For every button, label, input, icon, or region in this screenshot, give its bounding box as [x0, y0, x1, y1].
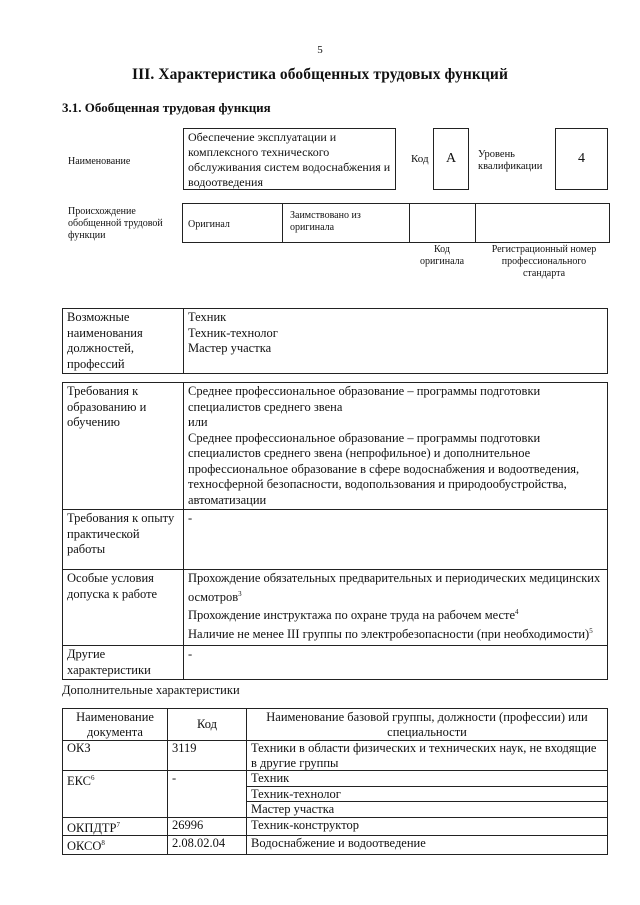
table-row — [63, 817, 608, 836]
subsection-heading: 3.1. Обобщенная трудовая функция — [62, 100, 271, 115]
level-value: 4 — [555, 128, 608, 190]
group-name: Техник — [247, 771, 608, 787]
footnote-ref: 5 — [589, 626, 593, 635]
gtf-name-box — [183, 128, 396, 190]
table-row — [63, 836, 608, 855]
req-label: Другие характеристики — [63, 646, 184, 680]
footnote-ref: 4 — [515, 608, 519, 617]
req-line: - — [184, 510, 608, 570]
doc-code: 2.08.02.04 — [168, 836, 247, 855]
req-label: Требования к образованию и обучению — [63, 383, 184, 510]
requirements-table — [62, 382, 608, 680]
doc-name: ЕКС — [67, 774, 91, 789]
divider — [282, 203, 283, 243]
origin-label: Происхождение обобщенной трудовой функции — [68, 206, 163, 241]
position-item: Техник-технолог — [188, 325, 278, 340]
additional-title: Дополнительные характеристики — [62, 683, 240, 697]
name-label: Наименование — [68, 156, 131, 167]
group-name: Водоснабжение и водоотведение — [247, 836, 608, 855]
group-name: Мастер участка — [247, 802, 608, 818]
section-heading: III. Характеристика обобщенных трудовых функций — [132, 66, 508, 83]
req-special — [184, 570, 608, 646]
req-line: - — [184, 646, 608, 680]
position-item: Мастер участка — [188, 341, 272, 355]
group-name: Техник-конструктор — [247, 817, 608, 836]
doc-code: 26996 — [168, 817, 247, 836]
origin-original: Оригинал — [188, 219, 230, 230]
req-label: Требования к опыту практической работы — [63, 510, 184, 570]
additional-table — [62, 708, 608, 855]
header-code: Код — [168, 709, 247, 741]
positions-label: Возможные наименования должностей, профессий — [63, 309, 184, 374]
req-line: Среднее профессиональное образование – программы подготовки специалистов среднего звена (непрофильное) и дополнительное профессиональное образование в сфере водоснабжения и водоотведения, техносферной безопасности, водопользования и природообустройства, автоматизации — [188, 430, 580, 507]
code-value: А — [433, 128, 469, 190]
req-line: Среднее профессиональное образование – программы подготовки специалистов среднего звена — [188, 384, 541, 414]
doc-name: ОКПДТР — [67, 820, 117, 835]
level-label: Уровень квалификации — [478, 149, 543, 172]
divider — [409, 203, 410, 243]
req-line: Прохождение обязательных предварительных и периодических медицинских осмотров — [188, 571, 601, 604]
req-line: Наличие не менее III группы по электробезопасности (при необходимости) — [188, 626, 590, 641]
group-name: Техники в области физических и технических наук, не входящие в другие группы — [247, 741, 608, 771]
doc-code: 3119 — [168, 741, 247, 771]
req-line: Прохождение инструктажа по охране труда на рабочем месте — [188, 608, 516, 623]
req-label: Особые условия допуска к работе — [63, 570, 184, 646]
doc-code: - — [168, 771, 247, 818]
origin-borrowed: Заимствовано из оригинала — [290, 210, 361, 233]
positions-table — [62, 308, 608, 374]
footnote-ref: 3 — [238, 589, 242, 598]
page-number: 5 — [317, 44, 323, 56]
gtf-name-value: Обеспечение эксплуатации и комплексного технического обслуживания систем водоснабжения и водоотведения — [188, 130, 391, 189]
doc-name: ОКЗ — [67, 741, 91, 755]
footnote-ref: 8 — [101, 839, 105, 848]
divider — [475, 203, 476, 243]
position-item: Техник — [188, 310, 227, 324]
req-line: или — [188, 415, 208, 429]
header-name: Наименование базовой группы, должности (профессии) или специальности — [247, 709, 608, 741]
footnote-ref: 7 — [116, 820, 121, 829]
group-name: Техник-технолог — [247, 786, 608, 802]
doc-name: ОКСО — [67, 839, 102, 854]
origin-reg-caption: Регистрационный номер профессионального стандарта — [491, 244, 597, 279]
table-row — [63, 741, 608, 771]
footnote-ref: 6 — [91, 774, 95, 782]
header-doc: Наименование документа — [63, 709, 168, 741]
positions-list — [184, 309, 608, 374]
req-education — [184, 383, 608, 510]
code-label: Код — [411, 153, 429, 165]
table-row — [63, 771, 608, 787]
origin-code-caption: Код оригинала — [419, 244, 465, 267]
